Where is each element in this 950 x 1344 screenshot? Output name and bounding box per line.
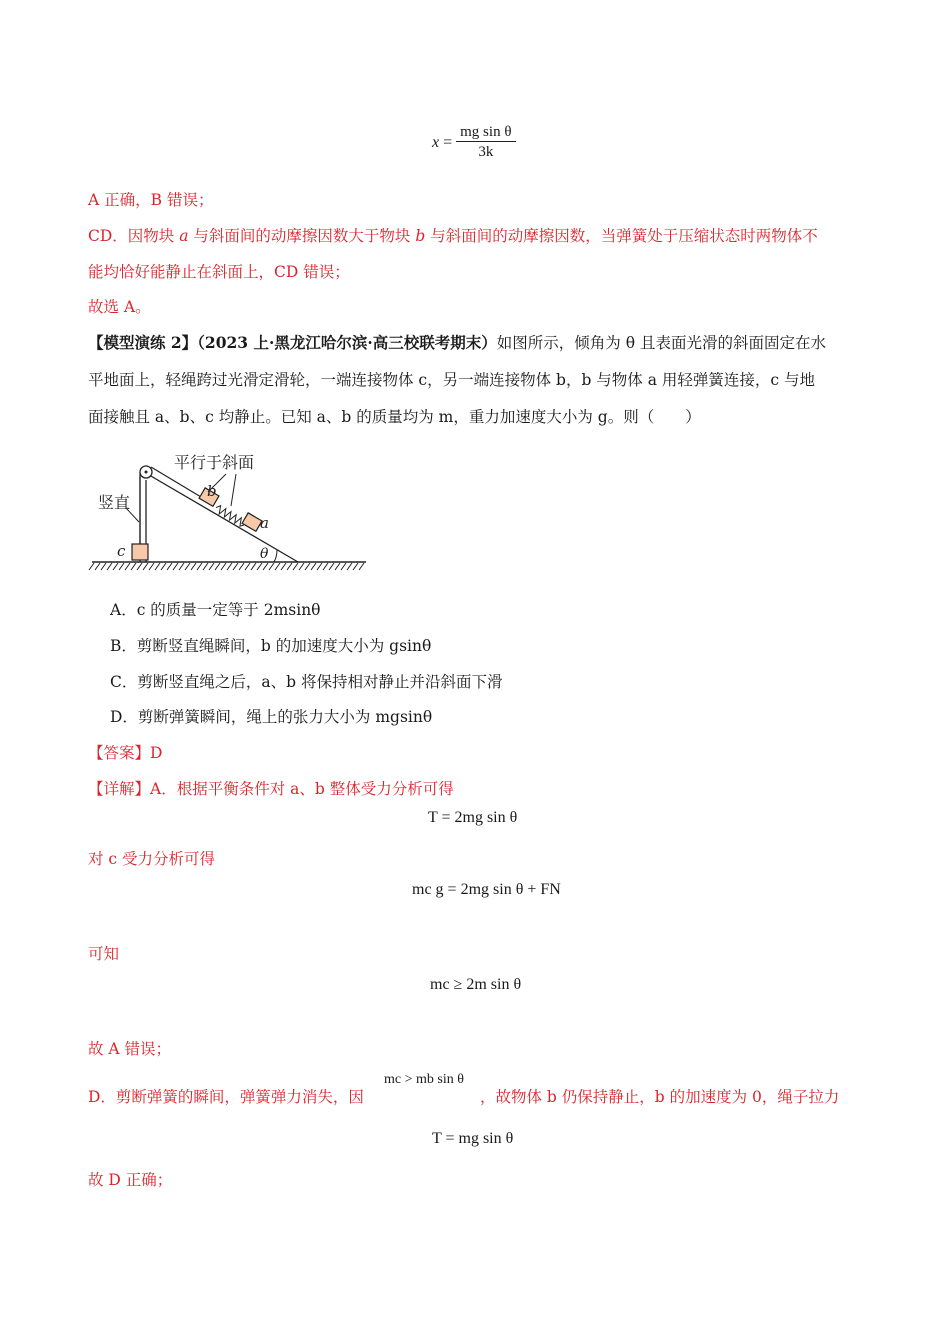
question-header: [88, 333, 826, 353]
label-b: b: [207, 482, 217, 500]
equation-t-2mg: T = 2mg sin θ: [428, 809, 518, 826]
text-cd-explanation: [88, 226, 818, 246]
text-cd-explanation-2: 能均恰好能静止在斜面上，CD 错误；: [88, 263, 350, 281]
question-text-2: 平地面上，轻绳跨过光滑定滑轮，一端连接物体 c，另一端连接物体 b，b 与物体 a 用轻弹簧连接，c 与地: [88, 371, 816, 389]
option-c: C．剪断竖直绳之后，a、b 将保持相对静止并沿斜面下滑: [110, 673, 503, 691]
label-vertical: 竖直: [98, 493, 131, 512]
label-theta: θ: [260, 546, 269, 562]
text-cd-part3: 与斜面间的动摩擦因数，当弹簧处于压缩状态时两物体不: [425, 227, 818, 245]
equation-mc-gt-mb: mc > mb sin θ: [384, 1072, 464, 1087]
text-cd-var-a: a: [179, 227, 189, 245]
text-d-line: [88, 1087, 364, 1107]
option-a: A．c 的质量一定等于 2msinθ: [110, 601, 321, 619]
theta-arc: [274, 550, 277, 562]
text-a-correct: A 正确，B 错误；: [88, 191, 214, 209]
text-a-wrong: 故 A 错误；: [88, 1040, 172, 1058]
equation-mcg: mc g = 2mg sin θ + FN: [412, 881, 561, 898]
equation-t-mg: T = mg sin θ: [432, 1130, 514, 1147]
question-source: 【模型演练 2】（2023 上·黑龙江哈尔滨·高三校联考期末）: [88, 333, 497, 352]
text-choose-a: 故选 A。: [88, 298, 151, 316]
ground-hatch: [89, 563, 364, 570]
text-hence: 可知: [88, 945, 120, 963]
question-text-3: 面接触且 a、b、c 均静止。已知 a、b 的质量均为 m，重力加速度大小为 g。则（ ）: [88, 408, 701, 426]
detail-tag: 【详解】: [88, 780, 151, 798]
text-d-correct: 故 D 正确；: [88, 1171, 173, 1189]
detail-text-1: A．根据平衡条件对 a、b 整体受力分析可得: [150, 780, 454, 798]
text-cd-part2: 与斜面间的动摩擦因数大于物块: [188, 227, 416, 245]
block-a: [242, 513, 262, 531]
label-parallel: 平行于斜面: [174, 453, 255, 472]
equation-x-denominator: 3k: [478, 144, 494, 160]
option-d: D．剪断弹簧瞬间，绳上的张力大小为 mgsinθ: [110, 708, 433, 726]
text-analyze-c: 对 c 受力分析可得: [88, 850, 216, 868]
equation-x: x = $\frac{\text{mg sin θ}}{3k}$: [432, 124, 516, 161]
text-cd-part1: CD．因物块: [88, 227, 180, 245]
incline-figure: [88, 446, 378, 576]
incline-surface: [144, 472, 298, 562]
text-d-part2: ，故物体 b 仍保持静止，b 的加速度为 0，绳子拉力: [480, 1088, 840, 1106]
option-b: B．剪断竖直绳瞬间，b 的加速度大小为 gsinθ: [110, 637, 432, 655]
text-d-part1: D．剪断弹簧的瞬间，弹簧弹力消失，因: [88, 1088, 364, 1106]
text-cd-var-b: b: [415, 227, 426, 245]
equation-x-numerator: mg sin θ: [456, 124, 515, 142]
question-text-1: 如图所示，倾角为 θ 且表面光滑的斜面固定在水: [496, 334, 826, 352]
label-a: a: [260, 514, 269, 532]
answer: 【答案】D: [88, 744, 163, 762]
equation-mc-ge: mc ≥ 2m sin θ: [430, 976, 522, 993]
label-c: c: [117, 542, 126, 560]
detail-line-1: [88, 779, 454, 799]
block-c: [132, 544, 148, 560]
